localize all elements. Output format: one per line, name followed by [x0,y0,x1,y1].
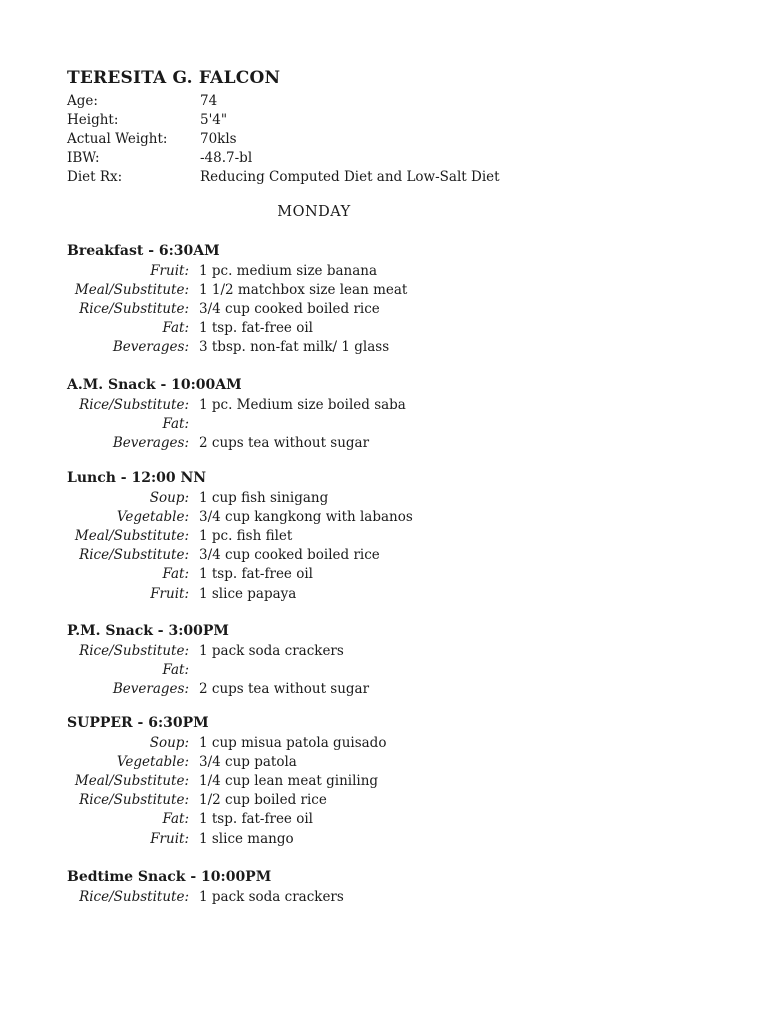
meal-item [67,546,567,565]
meal-item-value: 2 cups tea without sugar [199,680,370,697]
meal-item [67,791,567,810]
meal-title: Bedtime Snack - 10:00PM [67,869,272,885]
meal-item-value: 1 1/2 matchbox size lean meat [199,281,408,298]
meal-item-label: Fat: [162,415,189,432]
meal-item-label: Vegetable: [116,508,189,525]
meal-lunch [67,469,567,603]
meal-item [67,733,567,752]
info-row-height [67,110,447,129]
meal-breakfast [67,242,567,357]
meal-item-label: Rice/Substitute: [79,547,189,564]
meal-item [67,280,567,299]
meal-item-label: Fruit: [150,262,189,279]
meal-title: A.M. Snack - 10:00AM [67,377,242,393]
meal-item-label: Fat: [162,566,189,583]
meal-item [67,641,567,660]
info-row-actual-weight [67,129,447,148]
meal-item-value: 1 tsp. fat-free oil [199,566,313,583]
meal-item-label: Fruit: [150,830,189,847]
info-label: Diet Rx: [67,168,123,185]
meal-item [67,771,567,790]
meal-item [67,887,567,906]
meal-item-value: 1 pack soda crackers [199,642,344,659]
meal-title: SUPPER - 6:30PM [67,715,209,731]
meal-item [67,299,567,318]
meal-item-value: 1 cup misua patola guisado [199,734,387,751]
meal-item [67,565,567,584]
meal-item-value: 1 pc. medium size banana [199,262,378,279]
meal-item-label: Rice/Substitute: [79,396,189,413]
meal-item [67,507,567,526]
meal-item-label: Beverages: [112,339,189,356]
meal-item-label: Fat: [162,661,189,678]
info-row-diet-rx [67,167,500,186]
meal-item-label: Fat: [162,320,189,337]
meal-item [67,414,567,433]
meal-item [67,660,567,679]
meal-item-label: Beverages: [112,680,189,697]
meal-item [67,395,567,414]
meal-item [67,433,567,452]
info-label: IBW: [67,149,100,166]
info-label: Height: [67,111,119,128]
meal-item-label: Beverages: [112,434,189,451]
meal-item [67,679,567,698]
meal-item [67,261,567,280]
meal-item-value: 3 tbsp. non-fat milk/ 1 glass [199,339,390,356]
info-label: Actual Weight: [67,130,168,147]
meal-item-value: 1 slice mango [199,830,294,847]
meal-item-label: Soup: [149,489,189,506]
meal-item-label: Rice/Substitute: [79,300,189,317]
meal-title: Breakfast - 6:30AM [67,243,220,259]
day-heading: MONDAY [277,204,351,220]
meal-item-value: 1 slice papaya [199,585,297,602]
meal-item-value: 1 tsp. fat-free oil [199,811,313,828]
meal-item-label: Meal/Substitute: [74,281,189,298]
meal-title: P.M. Snack - 3:00PM [67,623,229,639]
meal-item-value: 1 pc. Medium size boiled saba [199,396,406,413]
meal-item [67,338,567,357]
meal-item [67,526,567,545]
meal-item-value: 3/4 cup cooked boiled rice [199,547,380,564]
meal-item [67,584,567,603]
meal-item-value: 1 pack soda crackers [199,888,344,905]
meal-title: Lunch - 12:00 NN [67,470,207,486]
patient-info [67,91,500,186]
meal-item-value: 2 cups tea without sugar [199,434,370,451]
info-value: 70kls [200,130,237,147]
meal-item-label: Fat: [162,811,189,828]
meal-item-label: Vegetable: [116,753,189,770]
meal-item-label: Fruit: [150,585,189,602]
info-row-ibw [67,148,447,167]
meal-item-value: 1/2 cup boiled rice [199,792,327,809]
meal-item [67,810,567,829]
meal-item-value: 1/4 cup lean meat giniling [199,772,379,789]
meal-item-value: 3/4 cup kangkong with labanos [199,508,413,525]
info-value: Reducing Computed Diet and Low-Salt Diet [200,168,500,185]
meal-supper [67,714,567,848]
meal-item-label: Meal/Substitute: [74,772,189,789]
meal-item-label: Rice/Substitute: [79,642,189,659]
info-row-age [67,91,447,110]
meal-item-value: 3/4 cup patola [199,753,297,770]
info-label: Age: [67,92,98,109]
meal-pm-snack [67,622,567,699]
meal-item [67,829,567,848]
meal-item-value: 3/4 cup cooked boiled rice [199,300,380,317]
meal-item-value: 1 pc. fish filet [199,527,293,544]
meal-item [67,319,567,338]
patient-name: TERESITA G. FALCON [67,68,281,88]
meal-item [67,752,567,771]
meal-item-value: 1 cup fish sinigang [199,489,329,506]
meal-item [67,488,567,507]
info-value: 74 [200,92,218,109]
info-value: -48.7-bl [200,149,253,166]
meal-bedtime-snack [67,868,567,906]
meal-item-label: Soup: [149,734,189,751]
meal-item-label: Rice/Substitute: [79,792,189,809]
meal-am-snack [67,376,567,453]
meal-item-label: Meal/Substitute: [74,527,189,544]
meal-item-label: Rice/Substitute: [79,888,189,905]
meal-item-value: 1 tsp. fat-free oil [199,320,313,337]
info-value: 5'4" [200,111,228,128]
